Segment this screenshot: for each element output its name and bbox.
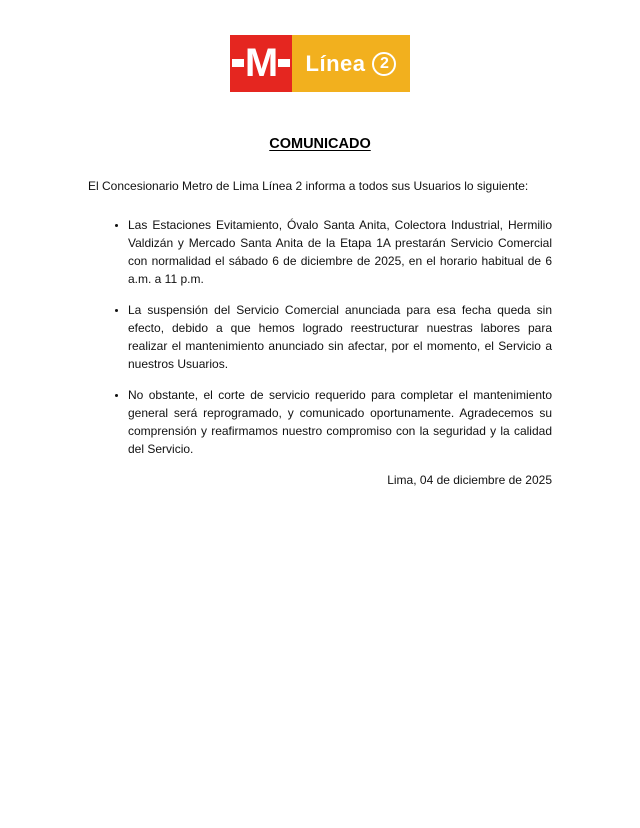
metro-m-icon [239, 40, 283, 85]
bullet-list [88, 216, 552, 458]
m-left-dash-icon [232, 59, 244, 67]
bullet-item-2: • La suspensión del Servicio Comercial anunciada para esa fecha queda sin efecto, debido a que hemos logrado reestructurar nuestras labores para realizar el mantenimiento anunciado sin afectar, por el momento, el Servicio a nuestros Usuarios. [128, 301, 552, 373]
page-title: COMUNICADO [269, 136, 371, 152]
linea-label: Línea [305, 50, 366, 76]
linea-block [292, 35, 410, 92]
intro-paragraph: El Concesionario Metro de Lima Línea 2 informa a todos sus Usuarios lo siguiente: [88, 179, 529, 193]
metro-lima-linea2-logo [230, 35, 410, 92]
date-line: Lima, 04 de diciembre de 2025 [387, 473, 552, 487]
m-letter: M [244, 40, 278, 85]
line-number-badge: 2 [372, 52, 396, 76]
m-right-dash-icon [278, 59, 290, 67]
bullet-item-1: • Las Estaciones Evitamiento, Óvalo Santa Anita, Colectora Industrial, Hermilio Valdizán y Mercado Santa Anita de la Etapa 1A prestarán Servicio Comercial con normalidad el sábado 6 de diciembre de 2025, en el horario habitual de 6 a.m. a 11 p.m. [128, 216, 552, 288]
bullet-item-3: • No obstante, el corte de servicio requerido para completar el mantenimiento general será reprogramado, y comunicado oportunamente. Agradecemos su comprensión y reafirmamos nuestro compromiso con la seguridad y la calidad del Servicio. [128, 386, 552, 458]
metro-m-block [230, 35, 292, 92]
